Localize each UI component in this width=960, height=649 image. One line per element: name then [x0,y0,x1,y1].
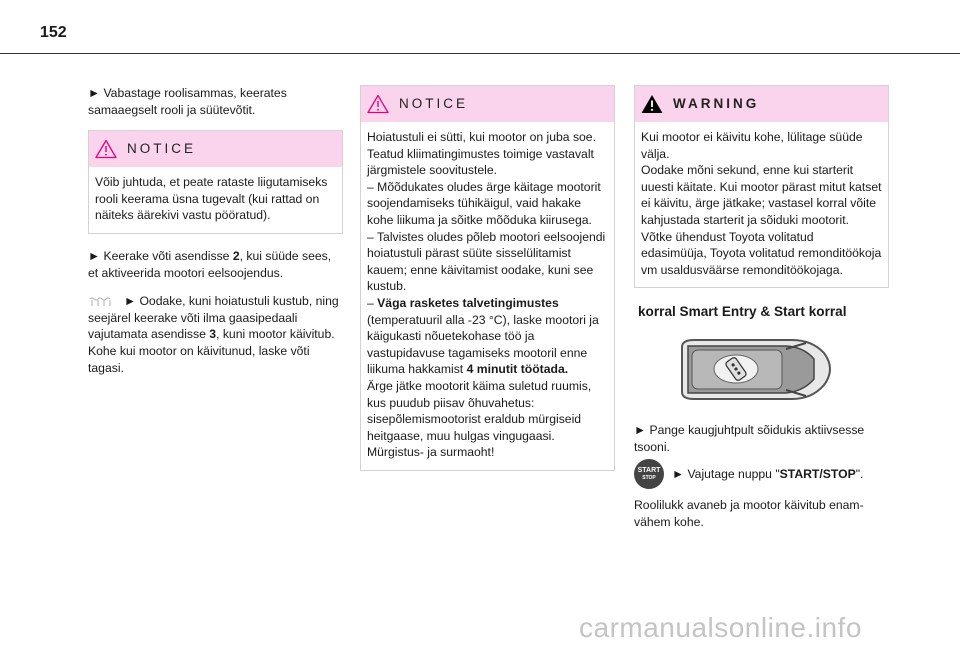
section-title: korral Smart Entry & Start korral [638,304,847,320]
notice-line: – Mõõdukates oludes ärge käitage mootorit soojendamiseks tühikäigul, vaid hakake kohe liikuma ja sõitke mõõduka kiirusega. [367,179,601,227]
notice-box [88,130,343,234]
paragraph-unlock-steering: ► Vabastage roolisammas, keerates samaaegselt rooli ja süütevõtit. [88,86,287,117]
paragraph-preheat [88,248,343,281]
notice-body: Võib juhtuda, et peate rataste liigutamiseks rooli keerama üsna tugevalt (kui rattad on näiteks äärekivi vastu pööratud). [95,175,328,223]
text-fragment-bold: 4 minutit töötada. [466,362,569,377]
press-start-text [672,466,863,483]
column-1 [88,85,343,388]
warning-line: Oodake mõni sekund, enne kui starterit uuesti käitate. Kui mootor pärast mitut katset ei käivitu, ärge jätkake; vastasel korral võite kahjustada starterit ja sõiduki mootorit. [641,163,882,227]
car-key-zone-illustration [674,337,834,402]
start-stop-button-icon [634,459,664,489]
notice-title: NOTICE [127,140,197,156]
paragraph-remote-zone: ► Pange kaugjuhtpult sõidukis aktiivsesse tsooni. [634,422,865,454]
text-fragment: ► Vajutage nuppu " [672,466,780,481]
caution-triangle-icon [367,94,389,114]
notice-line: Hoiatustuli ei sütti, kui mootor on juba soe. [367,130,596,144]
notice-title: NOTICE [399,95,469,111]
text-fragment: , kui süüde sees, et aktiveerida mootori eelsoojendus. [88,248,332,280]
column-2 [360,85,615,485]
warning-triangle-icon [641,94,663,114]
paragraph-engine-starts: Roolilukk avaneb ja mootor käivitub enam-vähem kohe. [634,498,864,529]
text-fragment: (temperatuuril alla -23 °C), laske mootori ja käigukasti nõuetekohase töö ja vastupidavuse tagamiseks mootoril enne liikuma hakkamist [367,312,599,377]
start-stop-instruction [634,459,889,489]
paragraph-release-key: Kohe kui mootor on käivitunud, laske võti tagasi. [88,343,310,375]
text-fragment: – [367,295,378,310]
start-label: START [637,467,661,475]
paragraph-start-engine [88,293,343,343]
key-position-2: 2 [232,248,240,263]
caution-triangle-icon [95,139,117,159]
notice-line [367,295,608,378]
text-fragment: ". [855,466,864,481]
key-position-3: 3 [209,327,217,342]
warning-line: Kui mootor ei käivitu kohe, lülitage süüde välja. [641,130,863,161]
warning-title: WARNING [673,95,760,111]
text-fragment: , kuni mootor käivitub. [216,327,335,342]
notice-line: Ärge jätke mootorit käima suletud ruumis, kus puudub piisav õhuvahetus: sisepõlemismootorist eraldub mürgiseid heitgaase, muu hulgas vingugaasi. Mürgistus- ja surmaoht! [367,378,592,460]
column-3 [634,85,889,542]
header-divider [0,53,960,54]
watermark: carmanualsonline.info [579,612,862,643]
warning-header [635,86,888,122]
glow-plug-icon [88,296,114,308]
notice-line: Teatud kliimatingimustes toimige vastavalt järgmistele soovitustele. [367,146,594,178]
text-fragment-bold: Väga rasketes talvetingimustes [377,295,559,310]
notice-header [89,131,342,167]
stop-label: STOP [642,475,656,482]
notice-header [361,86,614,122]
warning-line: Võtke ühendust Toyota volitatud edasimüüja, Toyota volitatud remonditöökoja vm usaldusväärse remonditöökojaga. [641,229,882,277]
notice-body [361,122,614,470]
notice-box-climate [360,85,615,471]
warning-box [634,85,889,288]
start-stop-label: START/STOP [779,466,856,481]
warning-body [635,122,888,287]
text-fragment: ► Oodake, kuni hoiatustuli kustub, ning seejärel keerake võti ilma gaasipedaali vajutamata asendisse [88,294,339,342]
text-fragment: ► Keerake võti asendisse [88,248,233,263]
notice-line: – Talvistes oludes põleb mootori eelsoojendi hoiatustuli pärast süüte sisselülitamist kauem; enne käivitamist oodake, kuni see kustub. [367,229,606,294]
page-number: 152 [40,24,67,41]
